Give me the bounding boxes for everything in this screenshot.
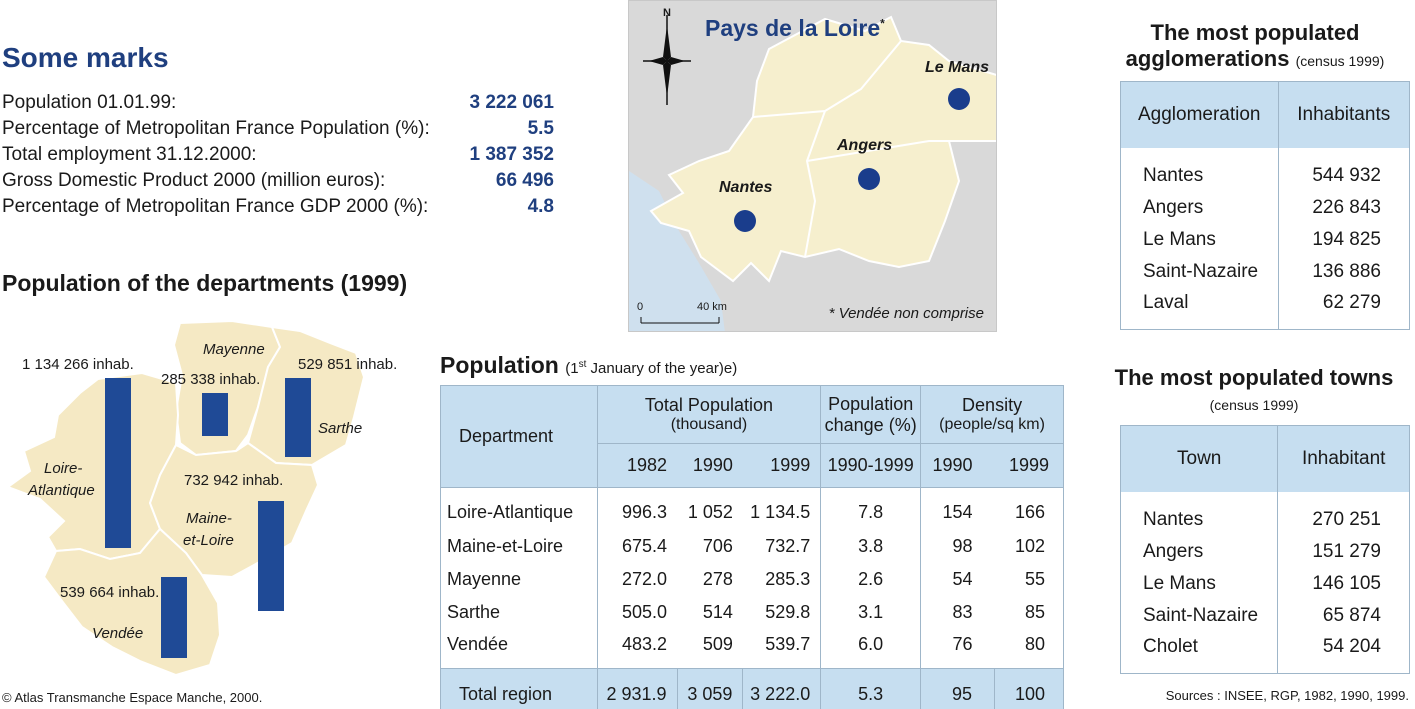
cell-1999: 529.8 (743, 596, 821, 629)
cell-density-1990: 98 (952, 535, 973, 556)
cell-density-1990: 54 (952, 568, 973, 589)
header-row (1121, 82, 1410, 148)
cell-name: Angers (1121, 536, 1278, 568)
table-row (1121, 224, 1410, 256)
header-row-1 (441, 386, 1064, 444)
cell-name: Cholet (1121, 632, 1278, 674)
dept-name-maine-et-loire: Maine- (186, 510, 232, 527)
cell-1999: 539.7 (743, 629, 821, 669)
cell-density-1999: 80 (995, 629, 1064, 669)
cell-change: 7.8 (821, 488, 921, 530)
cell-value: 54 204 (1322, 636, 1381, 658)
col-inhabitants: Inhabitants (1278, 82, 1409, 148)
mark-value: 1 387 352 (469, 144, 554, 165)
mark-label: Gross Domestic Product 2000 (million euros): (2, 170, 386, 191)
dept-name-mayenne: Mayenne (203, 341, 265, 358)
cell-name: Le Mans (1121, 568, 1278, 600)
towns-title-text: The most populated towns (1114, 365, 1394, 390)
mark-value: 4.8 (527, 196, 554, 217)
cell-1982: 505.0 (621, 601, 668, 622)
bar-mayenne (202, 393, 228, 436)
towns-title (1098, 365, 1410, 413)
department-map (0, 315, 430, 690)
col-density-1990: 1990 (921, 444, 995, 488)
cell-1982: 996.3 (597, 488, 677, 530)
change-unit: change (%) (824, 414, 917, 435)
scale-end-label: 40 km (697, 301, 727, 313)
city-dot-angers (858, 168, 880, 190)
cell-change: 3.8 (821, 530, 921, 563)
bar-sarthe (285, 378, 311, 457)
region-shape-loire-atlantique (8, 373, 178, 559)
mark-row (2, 118, 554, 144)
cell-density-1999: 100 (995, 669, 1064, 709)
mark-label: Population 01.01.99: (2, 92, 177, 113)
col-town: Town (1121, 426, 1278, 492)
table-row (1121, 568, 1410, 600)
cell-name: Le Mans (1121, 224, 1279, 256)
mark-label: Total employment 31.12.2000: (2, 144, 257, 165)
col-1982: 1982 (597, 444, 677, 488)
cell-name: Nantes (1121, 148, 1279, 192)
towns-census: (census 1999) (1209, 397, 1299, 413)
col-agglomeration: Agglomeration (1121, 82, 1279, 148)
density-label: Density (962, 395, 1023, 415)
cell-density-1999: 102 (995, 530, 1064, 563)
cell-1999: 1 134.5 (743, 488, 821, 530)
col-1999: 1999 (743, 444, 821, 488)
bar-maine-et-loire (258, 501, 284, 611)
table-row (1121, 148, 1410, 192)
mark-value: 3 222 061 (469, 92, 554, 113)
cell-1982: 675.4 (621, 535, 668, 556)
pop-label-maine-et-loire: 732 942 inhab. (184, 472, 284, 489)
density-unit: (people/sq km) (939, 416, 1045, 433)
table-row (1121, 492, 1410, 536)
region-map-title (705, 15, 885, 42)
region-map-title-text: Pays de la Loire (705, 15, 881, 41)
cell-change: 3.1 (821, 596, 921, 629)
dept-name-loire-atlantique-2: Atlantique (28, 482, 95, 499)
cell-value: 270 251 (1312, 508, 1381, 530)
table-row (1121, 536, 1410, 568)
cell-1999: 285.3 (743, 563, 821, 596)
col-1990: 1990 (677, 444, 743, 488)
cell-1982: 272.0 (621, 568, 668, 589)
cell-value: 146 105 (1312, 572, 1381, 594)
table-row (1121, 632, 1410, 674)
table-row (1121, 288, 1410, 330)
subtitle-sup: st (578, 359, 587, 370)
dept-name-vendee: Vendée (92, 625, 144, 642)
col-density (921, 386, 1064, 444)
col-change (821, 386, 921, 444)
cell-dept: Mayenne (441, 563, 598, 596)
city-dot-le-mans (948, 88, 970, 110)
cell-value: 544 932 (1312, 164, 1381, 186)
table-row (1121, 600, 1410, 632)
region-map-svg (629, 1, 997, 332)
cell-density-1990: 76 (952, 633, 973, 654)
agglomerations-table (1120, 81, 1410, 330)
cell-name: Saint-Nazaire (1121, 256, 1279, 288)
vendee-note: * Vendée non comprise (828, 305, 984, 322)
sources: Sources : INSEE, RGP, 1982, 1990, 1999. (1165, 688, 1409, 703)
cell-value: 194 825 (1312, 228, 1381, 250)
subtitle-post: January of the year)e) (586, 360, 738, 377)
cell-name: Laval (1121, 288, 1279, 330)
table-row (1121, 256, 1410, 288)
col-1990-1999: 1990-1999 (821, 444, 921, 488)
subtitle-pre: (1 (565, 360, 579, 377)
city-label-nantes: Nantes (719, 179, 773, 196)
table-row (1121, 192, 1410, 224)
cell-density-1990: 95 (921, 669, 995, 709)
table-row (441, 629, 1064, 669)
cell-name: Angers (1121, 192, 1279, 224)
cell-change: 6.0 (821, 629, 921, 669)
city-dot-nantes (734, 210, 756, 232)
agglomerations-title-line1: The most populated (1150, 20, 1360, 45)
agglomerations-title (1110, 20, 1400, 72)
cell-1982: 483.2 (621, 633, 668, 654)
change-label: Population (828, 393, 914, 414)
total-pop-unit: (thousand) (670, 416, 748, 433)
cell-density-1990: 154 (921, 488, 995, 530)
cell-1990: 1 052 (677, 488, 743, 530)
agglomerations-census: (census 1999) (1295, 53, 1385, 69)
city-label-angers: Angers (837, 137, 893, 154)
col-department: Department (441, 386, 598, 488)
mark-label: Percentage of Metropolitan France Population (%): (2, 118, 430, 139)
col-inhabitant: Inhabitant (1278, 426, 1410, 492)
population-subtitle (565, 360, 737, 377)
cell-change: 5.3 (821, 669, 921, 709)
cell-1990: 509 (702, 633, 733, 654)
table-row (441, 488, 1064, 530)
population-table-title (440, 352, 737, 379)
marks-title: Some marks (2, 42, 169, 73)
cell-1990: 514 (702, 601, 733, 622)
mark-row (2, 196, 554, 222)
cell-1990: 706 (702, 535, 733, 556)
table-row (441, 596, 1064, 629)
population-table (440, 385, 1064, 709)
col-total-pop (597, 386, 821, 444)
north-label: N (663, 7, 671, 19)
mark-value: 5.5 (527, 118, 554, 139)
cell-1990: 3 059 (677, 669, 743, 709)
cell-1999: 732.7 (743, 530, 821, 563)
cell-1982: 2 931.9 (597, 669, 677, 709)
region-map-title-mark: * (880, 16, 885, 31)
cell-dept: Vendée (441, 629, 598, 669)
pop-label-loire-atlantique: 1 134 266 inhab. (22, 356, 134, 373)
cell-density-1990: 83 (952, 601, 973, 622)
pop-label-sarthe: 529 851 inhab. (298, 356, 398, 373)
cell-dept: Sarthe (441, 596, 598, 629)
cell-density-1999: 166 (995, 488, 1064, 530)
cell-dept: Loire-Atlantique (441, 488, 598, 530)
cell-value: 65 874 (1322, 604, 1381, 626)
mark-value: 66 496 (495, 170, 554, 191)
copyright: © Atlas Transmanche Espace Manche, 2000. (2, 690, 263, 705)
pop-label-mayenne: 285 338 inhab. (161, 371, 261, 388)
city-label-le-mans: Le Mans (925, 59, 990, 76)
table-row (441, 563, 1064, 596)
cell-dept: Maine-et-Loire (441, 530, 598, 563)
cell-value: 151 279 (1312, 540, 1381, 562)
cell-value: 62 279 (1322, 292, 1381, 314)
cell-dept: Total region (441, 669, 598, 709)
table-row (441, 530, 1064, 563)
total-pop-label: Total Population (644, 395, 773, 415)
cell-name: Nantes (1121, 492, 1278, 536)
scale-start-label: 0 (637, 301, 644, 313)
mark-row (2, 92, 554, 118)
cell-name: Saint-Nazaire (1121, 600, 1278, 632)
col-density-1999: 1999 (995, 444, 1064, 488)
dept-name-sarthe: Sarthe (318, 420, 363, 437)
cell-1990: 278 (702, 568, 733, 589)
mark-row (2, 170, 554, 196)
dept-name-maine-et-loire-2: et-Loire (183, 532, 234, 549)
total-row (441, 669, 1064, 709)
bar-vendee (161, 577, 187, 658)
dept-map-title: Population of the departments (1999) (2, 270, 408, 296)
mark-row (2, 144, 554, 170)
cell-density-1999: 85 (995, 596, 1064, 629)
mark-label: Percentage of Metropolitan France GDP 2000 (%): (2, 196, 429, 217)
dept-name-loire-atlantique: Loire- (44, 460, 83, 477)
region-map (628, 0, 997, 332)
header-row (1121, 426, 1410, 492)
cell-1999: 3 222.0 (743, 669, 821, 709)
towns-table (1120, 425, 1410, 674)
bar-loire-atlantique (105, 378, 131, 548)
population-title-text: Population (440, 352, 559, 378)
cell-change: 2.6 (821, 563, 921, 596)
agglomerations-title-line2: agglomerations (1125, 46, 1290, 71)
cell-value: 136 886 (1312, 260, 1381, 282)
pop-label-vendee: 539 664 inhab. (60, 584, 160, 601)
cell-value: 226 843 (1312, 196, 1381, 218)
cell-density-1999: 55 (995, 563, 1064, 596)
